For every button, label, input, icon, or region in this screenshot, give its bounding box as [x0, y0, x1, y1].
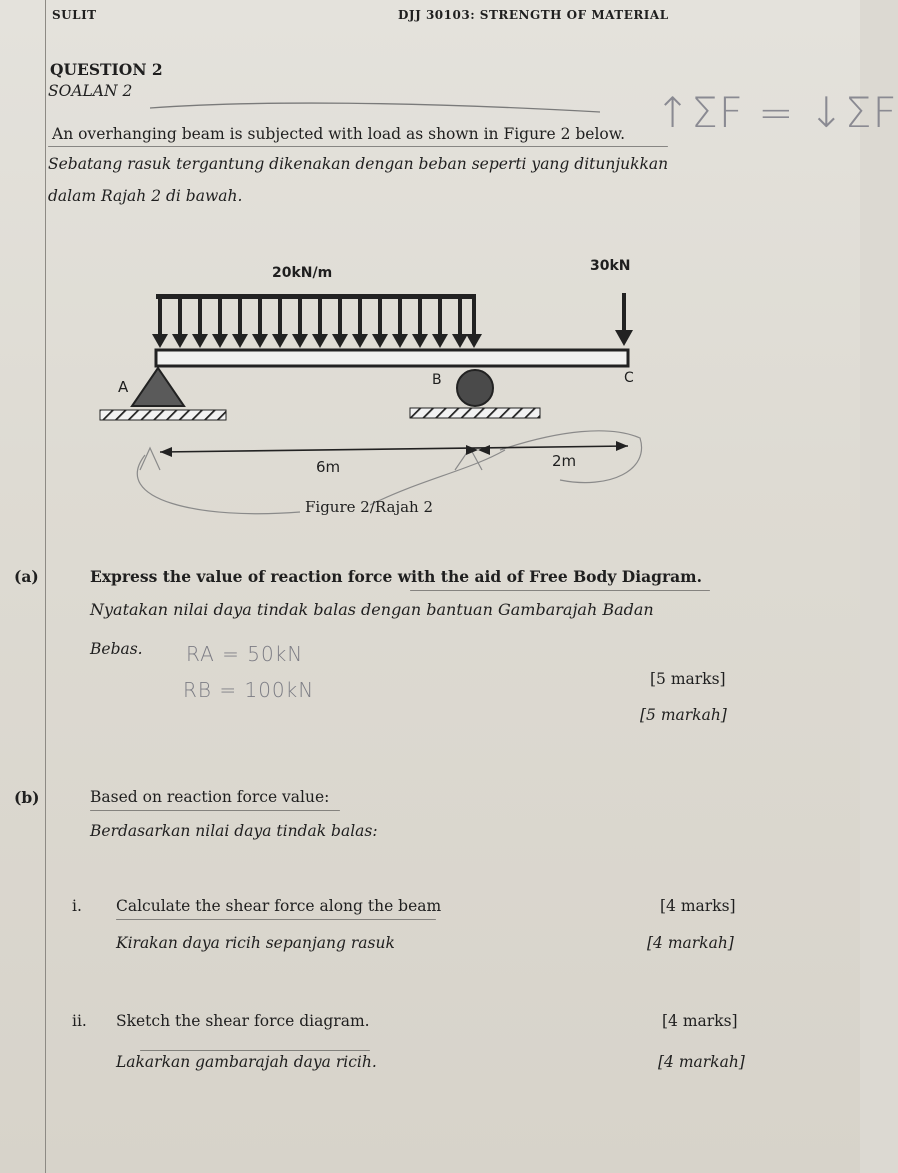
pencil-scribble — [370, 450, 505, 505]
pencil-scribble — [137, 455, 300, 514]
part-b-item-1-malay: Kirakan daya ricih sepanjang rasuk — [116, 934, 395, 952]
part-a-question-malay-line1: Nyatakan nilai daya tindak balas dengan bantuan Gambarajah Badan — [90, 600, 654, 619]
question-intro-malay-line1: Sebatang rasuk tergantung dikenakan dengan beban seperti yang ditunjukkan — [48, 155, 669, 173]
question-intro-english: An overhanging beam is subjected with load as shown in Figure 2 below. — [52, 125, 626, 143]
span-ab-label: 6m — [316, 458, 341, 476]
part-a-marks-english: [5 marks] — [650, 670, 726, 688]
handwritten-reaction-a: RA = 50kN — [186, 642, 304, 666]
support-b-ground — [410, 408, 540, 418]
part-a-label: (a) — [14, 567, 39, 586]
part-b-item-1-label: i. — [72, 897, 82, 915]
part-a-question-malay-line2: Bebas. — [90, 640, 143, 658]
part-b-item-1-marks-malay: [4 markah] — [647, 934, 734, 952]
support-a-label: A — [118, 378, 129, 396]
point-load-arrow — [615, 293, 633, 346]
part-b-item-2-marks-english: [4 marks] — [662, 1012, 738, 1030]
part-b-item-2-malay: Lakarkan gambarajah daya ricih. — [116, 1053, 377, 1071]
part-b-intro-malay: Berdasarkan nilai daya tindak balas: — [90, 822, 378, 840]
header-sulit: SULIT — [52, 8, 97, 22]
part-b-item-1-marks-english: [4 marks] — [660, 897, 736, 915]
pencil-scribble — [150, 103, 600, 112]
part-a-question-english: Express the value of reaction force with the aid of Free Body Diagram. — [90, 567, 702, 586]
header-course-code: DJJ 30103: STRENGTH OF MATERIAL — [398, 8, 669, 22]
udl-arrows — [152, 299, 482, 348]
part-b-item-2-label: ii. — [72, 1012, 87, 1030]
question-title: QUESTION 2 — [50, 60, 163, 79]
part-b-intro-english: Based on reaction force value: — [90, 788, 330, 806]
part-b-item-2-english: Sketch the shear force diagram. — [116, 1012, 370, 1030]
support-b-roller — [457, 370, 493, 406]
pencil-arrow — [140, 448, 160, 470]
handwritten-equilibrium-note: ↑ΣF = ↓ΣF — [655, 88, 898, 137]
question-intro-malay-line2: dalam Rajah 2 di bawah. — [48, 187, 243, 205]
question-title-malay: SOALAN 2 — [48, 82, 133, 100]
part-a-marks-malay: [5 markah] — [640, 706, 727, 724]
beam — [156, 350, 628, 366]
point-c-label: C — [624, 370, 634, 386]
support-b-label: B — [432, 372, 442, 388]
figure-caption: Figure 2/Rajah 2 — [305, 498, 434, 516]
udl-label: 20kN/m — [272, 265, 333, 281]
part-b-item-2-marks-malay: [4 markah] — [658, 1053, 745, 1071]
support-a-ground — [100, 410, 226, 420]
handwritten-reaction-b: RB = 100kN — [183, 678, 315, 702]
part-b-label: (b) — [14, 788, 40, 807]
span-bc-label: 2m — [552, 452, 577, 470]
part-b-item-1-english: Calculate the shear force along the beam — [116, 897, 442, 915]
support-a-pin — [132, 368, 184, 406]
udl-top-bar — [156, 294, 476, 299]
point-load-label: 30kN — [590, 258, 631, 274]
